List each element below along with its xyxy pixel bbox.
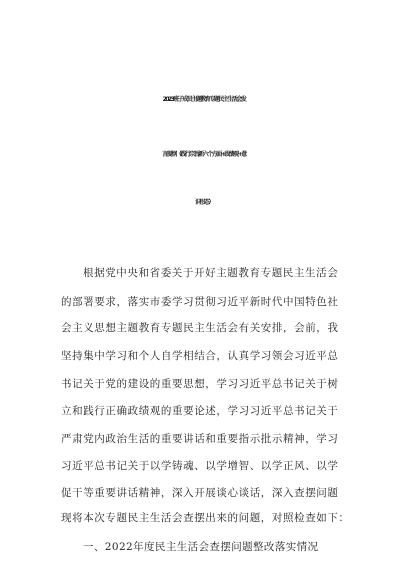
paragraph-line-9: 促干等重要讲话精神，深入开展谈心谈话，深入查摆问题 (61, 487, 339, 499)
paragraph-line-7: 严肃党内政治生活的重要讲话和重要指示批示精神，学习 (61, 433, 339, 445)
document-title-line-3: 识形态） (194, 199, 213, 206)
paragraph-line-10: 现将本次专题民主生活会查摆出来的问题，对照检查如下： (61, 512, 350, 524)
paragraph-line-3: 会主义思想主题教育专题民主生活会有关安排，会前，我 (61, 322, 339, 334)
paragraph-line-1: 根据党中央和省委关于开好主题教育专题民主生活会 (83, 267, 339, 279)
paragraph-line-2: 的部署要求，落实市委学习贯彻习近平新时代中国特色社 (61, 296, 339, 308)
document-title-line-1: 2023班子成员主题教育专题民主生活会发 (162, 96, 246, 103)
paragraph-line-6: 立和践行正确政绩观的重要论述，学习习近平总书记关于 (61, 405, 339, 417)
paragraph-line-5: 书记关于党的建设的重要思想，学习习近平总书记关于树 (61, 378, 339, 390)
section-heading: 一、2022年度民主生活会查摆问题整改落实情况 (83, 541, 319, 553)
paragraph-line-4: 坚持集中学习和个人自学相结合，认真学习领会习近平总 (61, 350, 339, 362)
paragraph-line-8: 习近平总书记关于以学铸魂、以学增智、以学正风、以学 (61, 460, 339, 472)
document-title-line-2: 言提纲（践行宗旨新六个方面+政绩观+意 (162, 151, 246, 158)
